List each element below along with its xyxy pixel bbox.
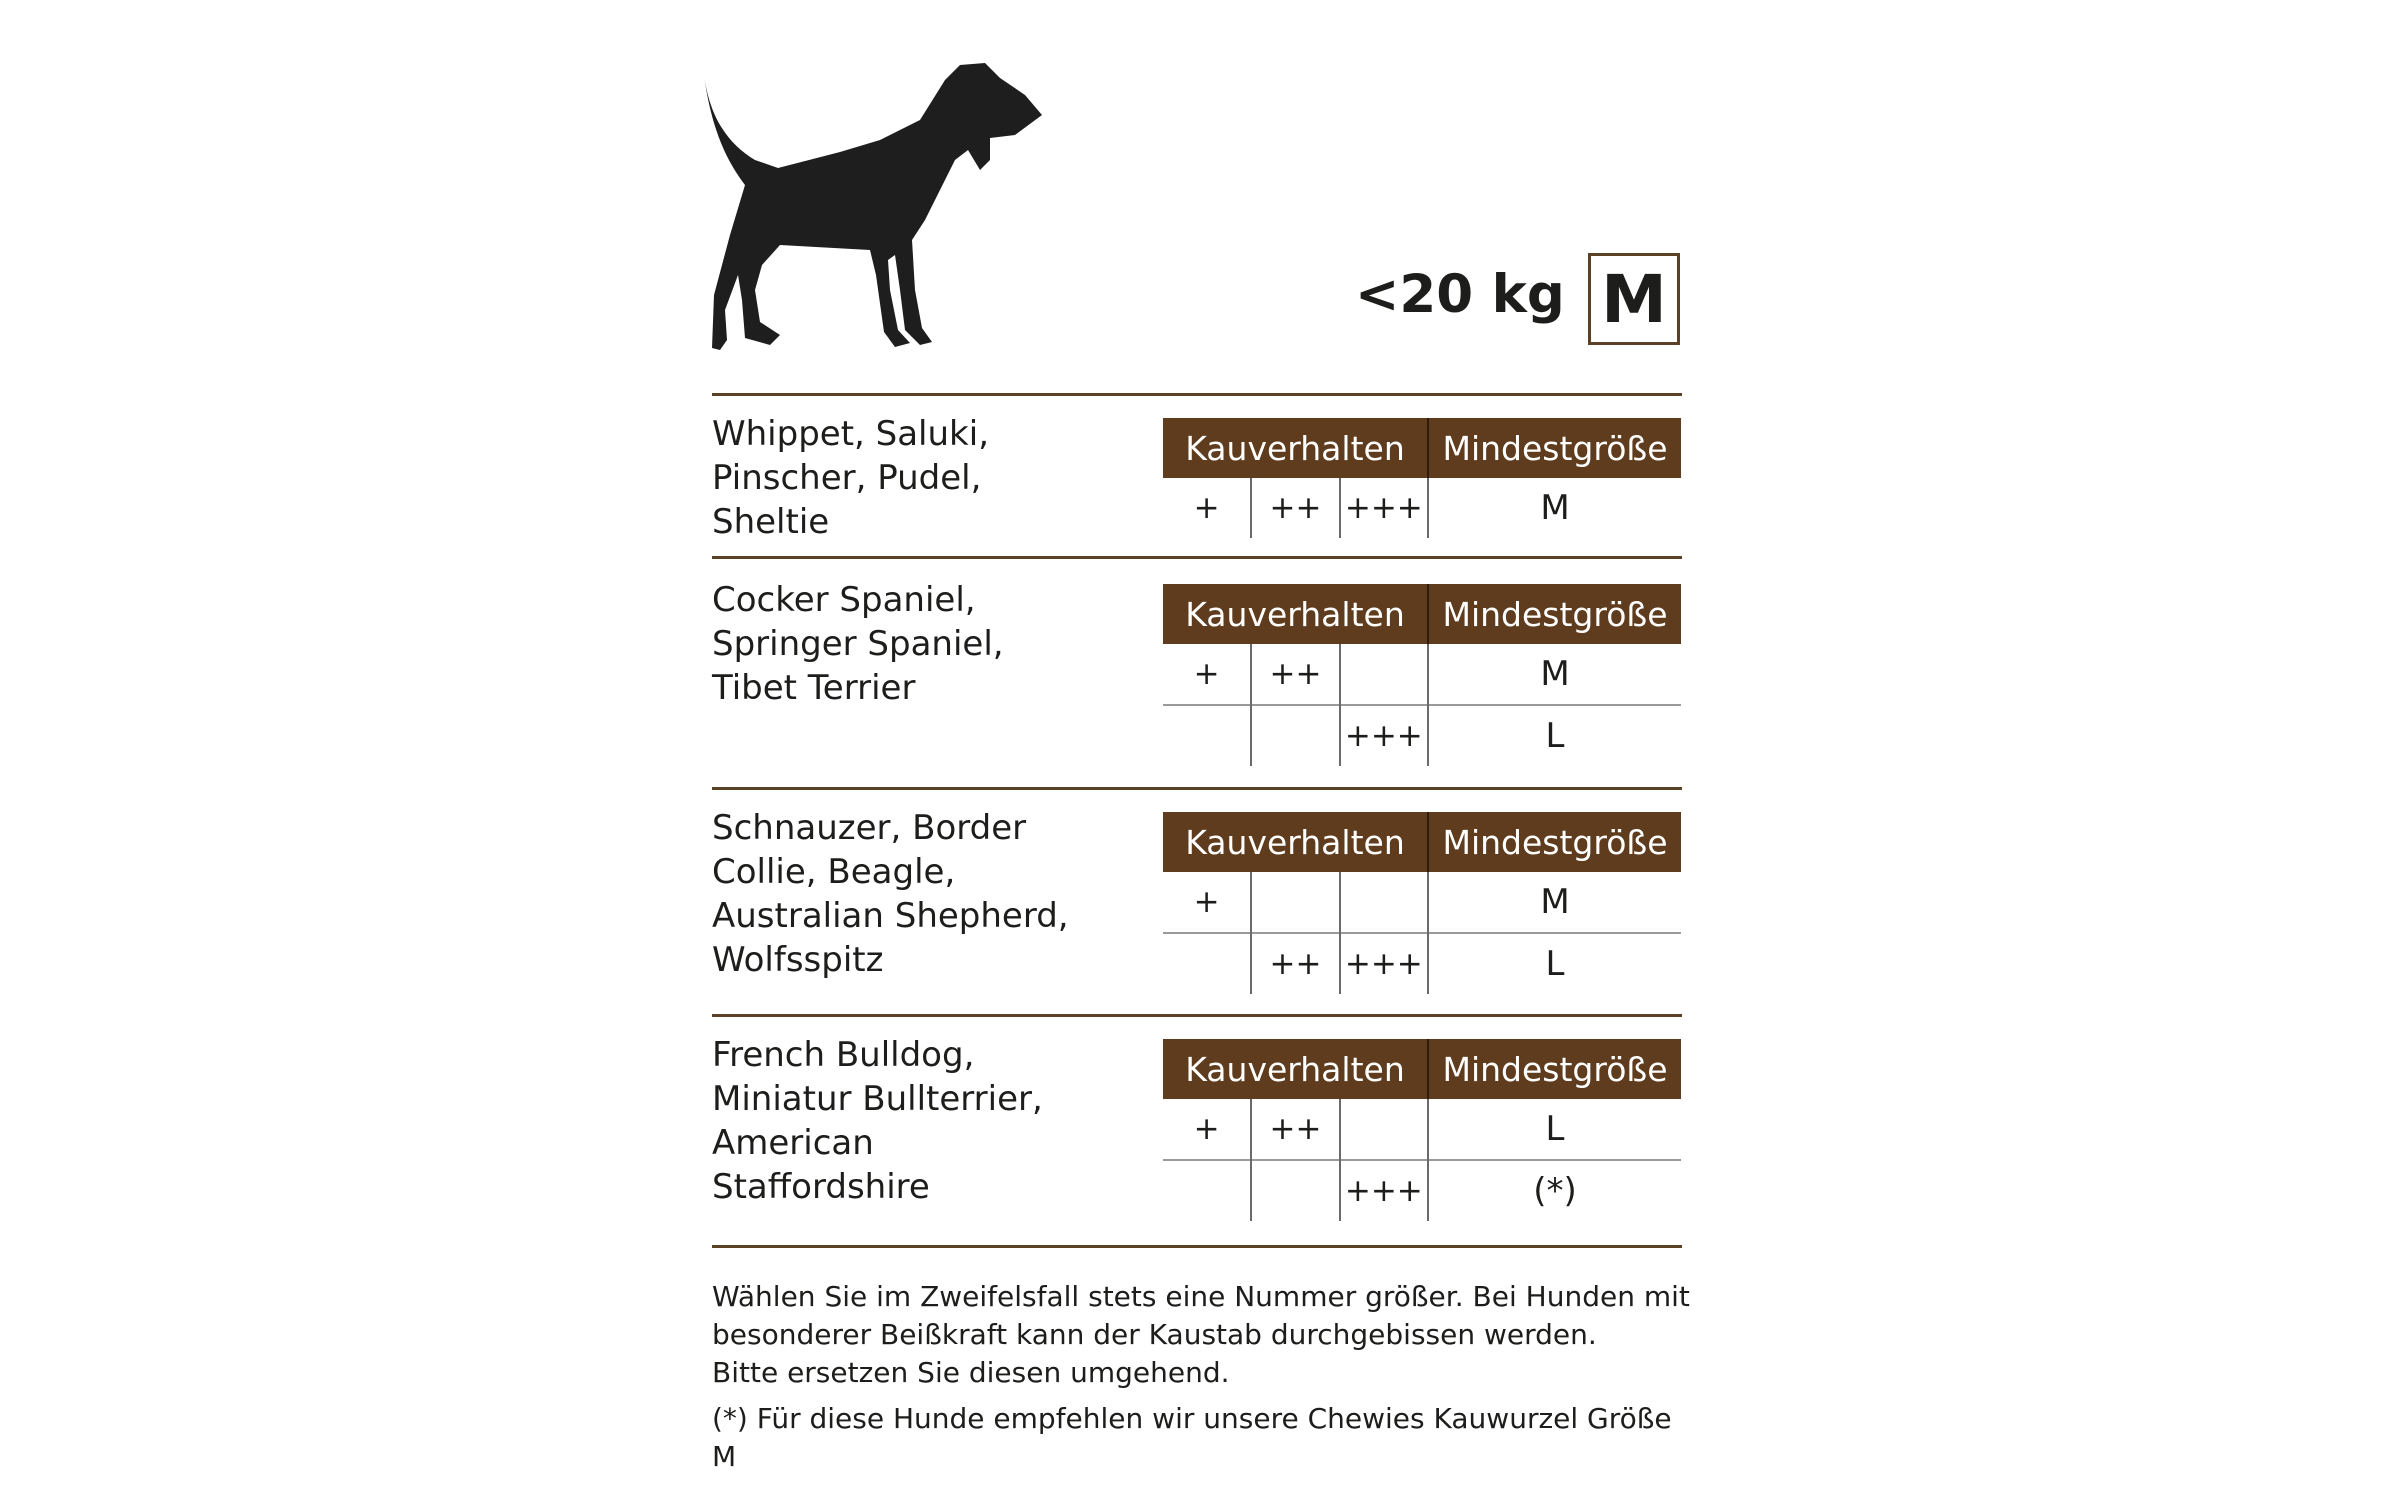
breed-line: French Bulldog,: [712, 1035, 975, 1075]
min-size-header: Mindestgröße: [1428, 812, 1681, 872]
chew-cell: +++: [1340, 933, 1428, 994]
breed-line: Tibet Terrier: [712, 668, 916, 708]
chew-cell: [1340, 1099, 1428, 1160]
chew-cell: ++: [1251, 1099, 1339, 1160]
breed-list: [712, 578, 1162, 710]
size-badge: [1588, 253, 1680, 345]
note-line: besonderer Beißkraft kann der Kaustab durchgebissen werden.: [712, 1318, 1597, 1351]
breed-line: Staffordshire: [712, 1167, 930, 1207]
min-size-cell: L: [1428, 705, 1681, 766]
breed-line: Wolfsspitz: [712, 940, 884, 980]
table-header-row: [1163, 418, 1681, 478]
min-size-cell: L: [1545, 1109, 1565, 1149]
chew-behavior-header: Kauverhalten: [1163, 584, 1428, 644]
chew-behavior-header: Kauverhalten: [1163, 1039, 1428, 1099]
min-size-cell: M: [1540, 488, 1570, 528]
table-row: [1163, 933, 1681, 994]
chew-size-table: [1163, 812, 1681, 994]
chew-behavior-header: Kauverhalten: [1163, 812, 1428, 872]
dog-silhouette-icon: [700, 60, 1112, 355]
breed-line: Sheltie: [712, 502, 830, 542]
breed-list: [712, 1033, 1162, 1209]
breed-line: Whippet, Saluki,: [712, 414, 989, 454]
breed-line: Miniatur Bullterrier,: [712, 1079, 1043, 1119]
table-header-row: [1163, 1039, 1681, 1099]
chew-cell: +: [1163, 478, 1251, 538]
chew-cell: +: [1163, 1099, 1251, 1160]
weight-label: <20 kg: [1355, 264, 1565, 325]
chew-cell: [1340, 644, 1428, 705]
divider: [712, 556, 1682, 559]
breed-line: Collie, Beagle,: [712, 852, 956, 892]
advice-note: [712, 1278, 1692, 1392]
divider: [712, 787, 1682, 790]
min-size-cell: M: [1540, 882, 1570, 922]
chew-cell: [1340, 872, 1428, 933]
table-row: [1163, 872, 1681, 933]
chew-cell: [1251, 1160, 1339, 1221]
size-badge-label: M: [1601, 260, 1667, 338]
chew-cell: [1163, 705, 1251, 766]
divider: [712, 1245, 1682, 1248]
chew-cell: +: [1163, 872, 1251, 933]
chew-behavior-header: Kauverhalten: [1163, 418, 1428, 478]
breed-line: Australian Shepherd,: [712, 896, 1069, 936]
divider: [712, 1014, 1682, 1017]
chew-cell: [1163, 933, 1251, 994]
breed-line: American: [712, 1123, 874, 1163]
chew-cell: ++: [1251, 478, 1339, 538]
note-line: Bitte ersetzen Sie diesen umgehend.: [712, 1356, 1230, 1389]
breed-list: [712, 806, 1162, 982]
chew-cell: [1251, 705, 1339, 766]
min-size-header: Mindestgröße: [1428, 584, 1681, 644]
breed-list: [712, 412, 1162, 544]
min-size-header: Mindestgröße: [1428, 1039, 1681, 1099]
breed-line: Cocker Spaniel,: [712, 580, 976, 620]
chew-cell: +++: [1340, 705, 1428, 766]
chew-size-table: [1163, 418, 1681, 538]
chew-cell: +: [1163, 644, 1251, 705]
min-size-cell: M: [1540, 654, 1570, 694]
chew-cell: ++: [1251, 933, 1339, 994]
table-row: [1163, 705, 1681, 766]
table-header-row: [1163, 584, 1681, 644]
min-size-cell: L: [1428, 933, 1681, 994]
chew-size-table: [1163, 584, 1681, 766]
chew-size-table: [1163, 1039, 1681, 1221]
chew-cell: +++: [1340, 478, 1428, 538]
table-row: [1163, 478, 1681, 538]
min-size-cell: (*): [1428, 1160, 1681, 1221]
note-line: Wählen Sie im Zweifelsfall stets eine Nummer größer. Bei Hunden mit: [712, 1280, 1690, 1313]
divider: [712, 393, 1682, 396]
breed-line: Springer Spaniel,: [712, 624, 1004, 664]
breed-line: Pinscher, Pudel,: [712, 458, 982, 498]
table-header-row: [1163, 812, 1681, 872]
breed-line: Schnauzer, Border: [712, 808, 1027, 848]
chew-cell: [1251, 872, 1339, 933]
chew-cell: ++: [1251, 644, 1339, 705]
footnote: (*) Für diese Hunde empfehlen wir unsere Chewies Kauwurzel Größe M: [712, 1402, 1672, 1473]
table-row: [1163, 1099, 1681, 1160]
table-row: [1163, 644, 1681, 705]
min-size-header: Mindestgröße: [1428, 418, 1681, 478]
chew-cell: [1163, 1160, 1251, 1221]
table-row: [1163, 1160, 1681, 1221]
chew-cell: +++: [1340, 1160, 1428, 1221]
